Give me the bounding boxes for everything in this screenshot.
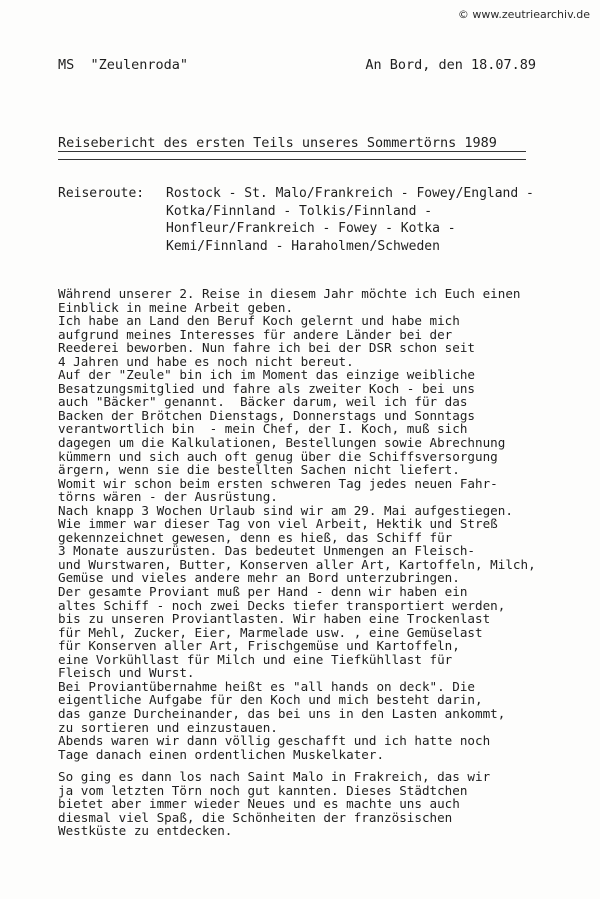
body-line: 4 Jahren und habe es noch nicht bereut. xyxy=(58,353,354,369)
report-body xyxy=(58,287,578,838)
body-line: Einblick in meine Arbeit geben. xyxy=(58,299,294,315)
title-double-underline xyxy=(58,151,526,160)
body-line: Backen der Brötchen Dienstags, Donnerstags und Sonntags xyxy=(58,407,476,423)
body-line: kümmern und sich auch oft genug über die Schiffsversorgung xyxy=(58,448,498,464)
body-line: Fleisch und Wurst. xyxy=(58,665,195,681)
body-line: eine Vorkühllast für Milch und eine Tiefkühllast für xyxy=(58,651,453,667)
body-line: Westküste zu entdecken. xyxy=(58,823,233,839)
route-line: Rostock - St. Malo/Frankreich - Fowey/England - xyxy=(166,186,534,201)
body-line: Bei Proviantübernahme heißt es "all hands on deck". Die xyxy=(58,678,476,694)
body-line: zu sortieren und einzustauen. xyxy=(58,719,278,735)
body-line: ärgern, wenn sie die bestellten Sachen nicht liefert. xyxy=(58,462,460,478)
body-line: 3 Monate auszurüsten. Das bedeutet Unmengen an Fleisch- xyxy=(58,543,476,559)
body-line: Während unserer 2. Reise in diesem Jahr möchte ich Euch einen xyxy=(58,286,521,301)
route-line: Kemi/Finnland - Haraholmen/Schweden xyxy=(166,238,440,254)
report-title: Reisebericht des ersten Teils unseres Sommertörns 1989 xyxy=(58,135,497,151)
body-line: Wie immer war dieser Tag von viel Arbeit, Hektik und Streß xyxy=(58,516,498,532)
route-lines xyxy=(166,185,586,255)
body-line: So ging es dann los nach Saint Malo in Frakreich, das wir xyxy=(58,769,491,785)
body-line: eigentliche Aufgabe für den Koch und mich besteht darin, xyxy=(58,692,483,708)
body-line: Nach knapp 3 Wochen Urlaub sind wir am 29. Mai aufgestiegen. xyxy=(58,502,513,518)
body-line: für Konserven aller Art, Frischgemüse und Kartoffeln, xyxy=(58,638,460,654)
body-line: Besatzungsmitglied und fahre als zweiter Koch - bei uns xyxy=(58,380,476,396)
route-line: Kotka/Finnland - Tolkis/Finnland - xyxy=(166,203,433,219)
route-line: Honfleur/Frankreich - Fowey - Kotka - xyxy=(166,221,456,236)
body-line: törns wären - der Ausrüstung. xyxy=(58,489,278,505)
body-line: das ganze Durcheinander, das bei uns in den Lasten ankommt, xyxy=(58,705,506,721)
body-line: Gemüse und vieles andere mehr an Bord unterzubringen. xyxy=(58,570,460,586)
body-line: für Mehl, Zucker, Eier, Marmelade usw. , eine Gemüselast xyxy=(58,624,483,640)
body-line: diesmal viel Spaß, die Schönheiten der französischen xyxy=(58,809,453,825)
dateline: An Bord, den 18.07.89 xyxy=(365,57,536,73)
body-line: Tage danach einen ordentlichen Muskelkater. xyxy=(58,746,385,762)
body-line: Ich habe an Land den Beruf Koch gelernt und habe mich xyxy=(58,313,460,329)
route-label: Reiseroute: xyxy=(58,186,145,201)
body-line: aufgrund meines Interesses für andere Länder bei der xyxy=(58,326,453,342)
body-line: Reederei beworben. Nun fahre ich bei der DSR schon seit xyxy=(58,340,476,356)
body-line: verantwortlich bin - mein Chef, der I. Koch, muß sich xyxy=(58,421,468,437)
ship-name: MS "Zeulenroda" xyxy=(58,57,189,73)
body-line: bis zu unseren Proviantlasten. Wir haben eine Trockenlast xyxy=(58,611,491,627)
body-line: Der gesamte Proviant muß per Hand - denn wir haben ein xyxy=(58,584,468,600)
body-line: gekennzeichnet gewesen, denn es hieß, das Schiff für xyxy=(58,529,453,545)
body-line: Womit wir schon beim ersten schweren Tag jedes neuen Fahr- xyxy=(58,475,498,491)
body-line: dagegen um die Kalkulationen, Bestellungen sowie Abrechnung xyxy=(58,435,506,451)
watermark: © www.zeutriearchiv.de xyxy=(457,8,590,21)
body-line: und Wurstwaren, Butter, Konserven aller Art, Kartoffeln, Milch, xyxy=(58,556,536,572)
body-line: Auf der "Zeule" bin ich im Moment das einzige weibliche xyxy=(58,367,476,383)
body-line: bietet aber immer wieder Neues und es machte uns auch xyxy=(58,796,460,812)
body-line: auch "Bäcker" genannt. Bäcker darum, weil ich für das xyxy=(58,394,468,410)
letter-header xyxy=(58,57,536,77)
body-line: Abends waren wir dann völlig geschafft und ich hatte noch xyxy=(58,733,491,749)
body-line: ja vom letzten Törn noch gut kannten. Dieses Städtchen xyxy=(58,782,468,798)
body-line: altes Schiff - noch zwei Decks tiefer transportiert werden, xyxy=(58,597,506,613)
